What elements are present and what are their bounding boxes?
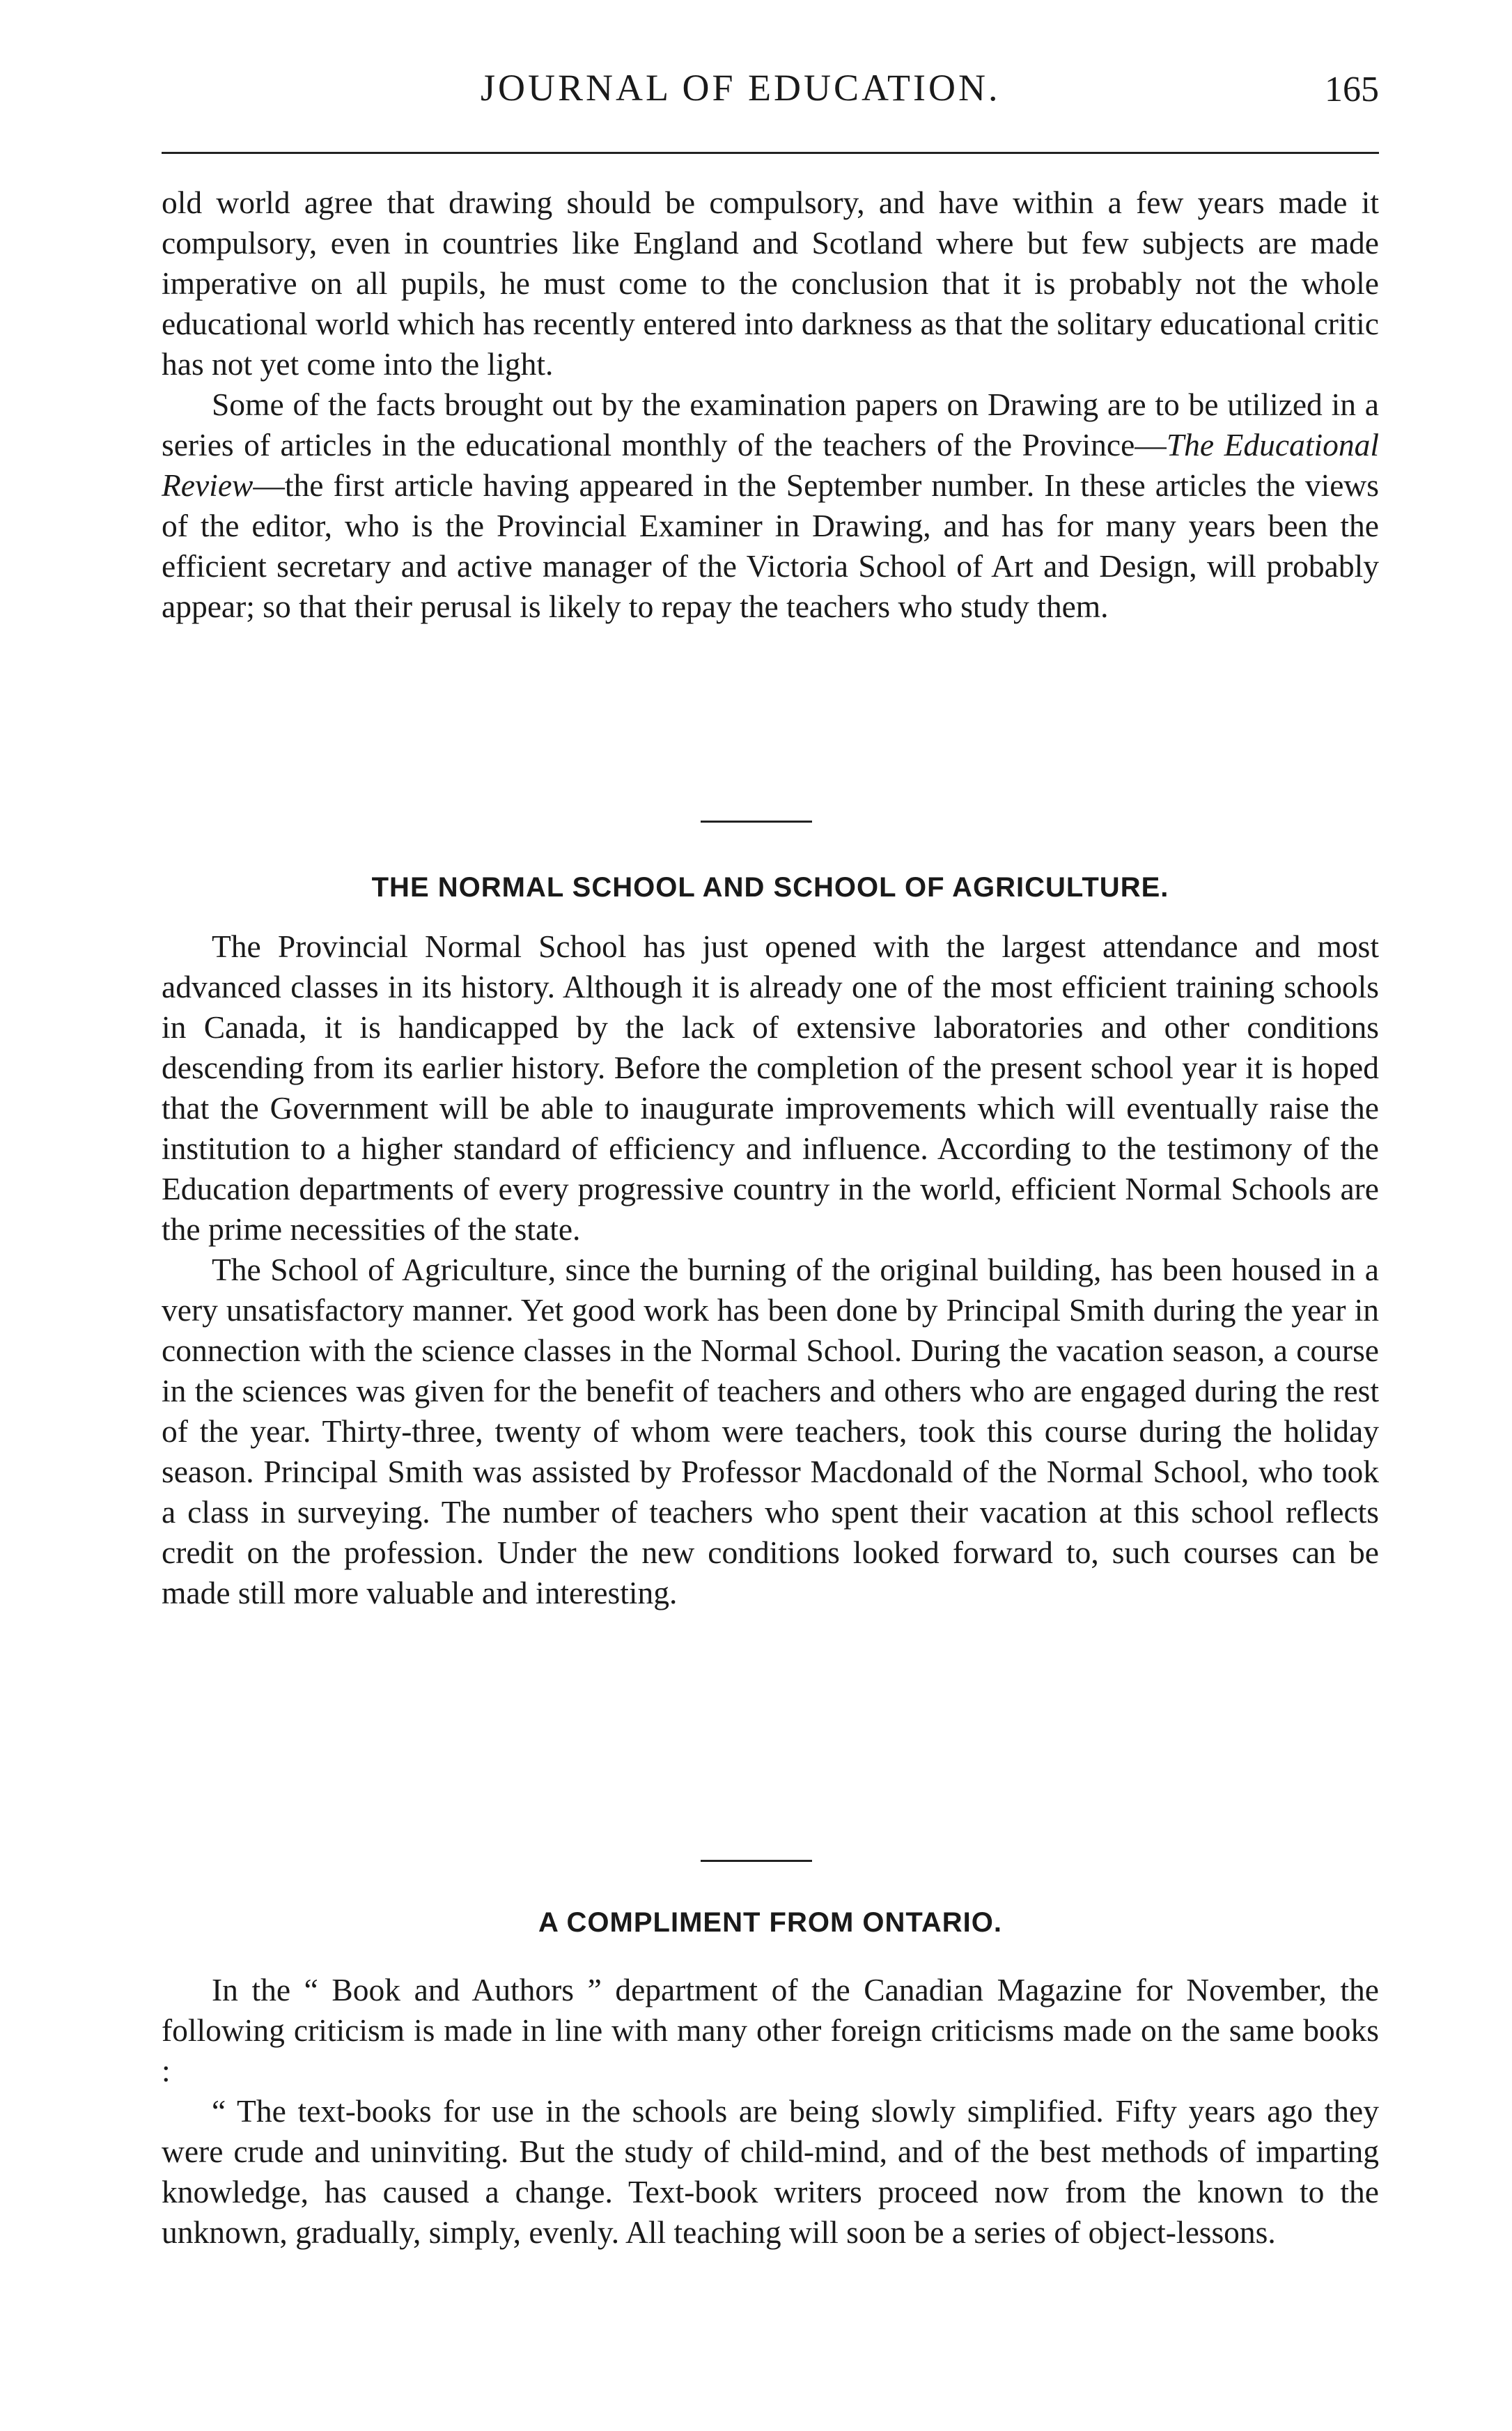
school-of-agriculture-paragraph: The School of Agriculture, since the burning of the original building, has been housed in a very unsatisfactory manner. Yet good work has been done by Principal Smith during the year in connection with the science classes in the Normal School. During the vacation season, a course in the sciences was given for the benefit of teachers and others who are engaged during the rest of the year. Thirty-three, twenty of whom were teachers, took this course during the holiday season. Principal Smith was assisted by Professor Macdonald of the Normal School, who took a class in surveying. The number of teachers who spent their vacation at this school reflects credit on the profession. Under the new conditions looked forward to, such courses can be made still more valuable and interesting. bbox=[162, 1252, 1379, 1610]
intro-paragraph-2-end: —the first article having appeared in the September number. In these articles the views of the editor, who is the Provincial Examiner in Drawing, and has for many years been the efficient secretary and active manager of the Victoria School of Art and Design, will probably appear; so that their perusal is likely to repay the teachers who study them. bbox=[162, 467, 1379, 624]
normal-school-heading: THE NORMAL SCHOOL AND SCHOOL OF AGRICULTURE. bbox=[371, 872, 1169, 903]
section-divider bbox=[701, 1860, 812, 1862]
intro-paragraph-2-start: Some of the facts brought out by the examination papers on Drawing are to be utilized in a series of articles in the educational monthly of the teachers of the Province— bbox=[162, 387, 1379, 463]
textbook-quote: “ The text-books for use in the schools are being slowly simplified. Fifty years ago they were crude and uninviting. But the study of child-mind, and of the best methods of imparting knowledge, has caused a change. Text-book writers proceed now from the known to the unknown, gradually, simply, evenly. All teaching will soon be a series of object-lessons. bbox=[162, 2093, 1379, 2250]
section-divider bbox=[701, 821, 812, 823]
header-rule bbox=[162, 152, 1379, 154]
educational-review-title: The Educational Review bbox=[162, 427, 1380, 503]
intro-paragraph-2 bbox=[162, 385, 1379, 627]
normal-school-paragraph-1: The Provincial Normal School has just opened with the largest attendance and most advanced classes in its history. Although it is already one of the most efficient training schools in Canada, it is handicapped by the lack of extensive laboratories and other conditions descending from its earlier history. Before the completion of the present school year it is hoped that the Government will be able to inaugurate improvements which will eventually raise the institution to a higher standard of efficiency and influence. According to the testimony of the Education departments of every progressive country in the world, efficient Normal Schools are the prime necessities of the state. bbox=[162, 929, 1379, 1247]
compliment-text bbox=[162, 1970, 1379, 2253]
compliment-paragraph-1: In the “ Book and Authors ” department of the Canadian Magazine for November, the following criticism is made in line with many other foreign criticisms made on the same books : bbox=[162, 1972, 1379, 2088]
page-number: 165 bbox=[1325, 70, 1379, 109]
running-head bbox=[160, 66, 1379, 122]
normal-school-text bbox=[162, 926, 1379, 1613]
intro-paragraph-1: old world agree that drawing should be compulsory, and have within a few years made it compulsory, even in countries like England and Scotland where but few subjects are made imperative on all pupils, he must come to the conclusion that it is probably not the whole educational world which has recently entered into darkness as that the solitary educational critic has not yet come into the light. bbox=[162, 185, 1379, 382]
compliment-heading: A COMPLIMENT FROM ONTARIO. bbox=[538, 1907, 1002, 1938]
intro-text bbox=[162, 182, 1379, 627]
journal-title: JOURNAL OF EDUCATION. bbox=[481, 67, 1001, 109]
